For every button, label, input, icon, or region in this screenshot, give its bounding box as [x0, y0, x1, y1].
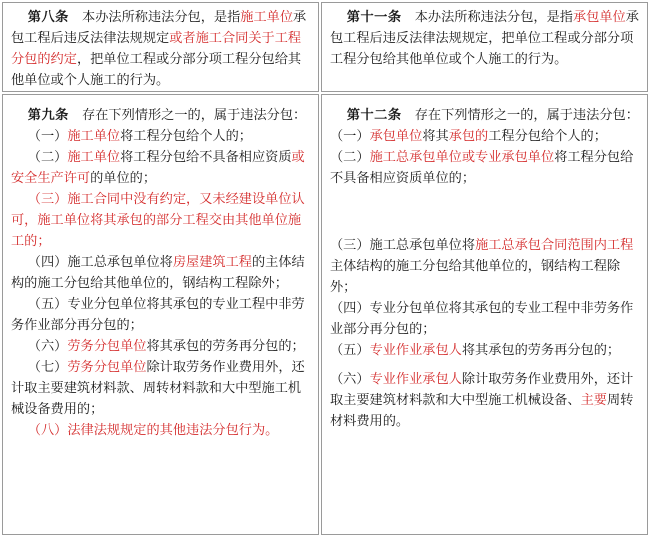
item-5: （五）专业作业承包人将其承包的劳务再分包的；: [330, 343, 621, 358]
item-6: （六）劳务分包单位将其承包的劳务再分包的；: [27, 339, 305, 354]
cell-article-12: [321, 94, 648, 535]
item-3: （三）施工总承包单位将施工总承包合同范围内工程主体结构的施工分包给其他单位的，钢结构工程除外；: [330, 238, 634, 295]
cell-article-11: [321, 2, 648, 92]
article-number: 第十一条: [346, 10, 402, 25]
item-2: （二）施工单位将工程分包给不具备相应资质或安全生产许可的单位的；: [11, 150, 305, 186]
item-3: （三）施工合同中没有约定，又未经建设单位认可，施工单位将其承包的部分工程交由其他单位施工的；: [11, 192, 305, 249]
article-8-text: 第八条 本办法所称违法分包，是指施工单位承包工程后违反法律法规规定或者施工合同关于工程分包的约定，把单位工程或分部分项工程分包给其他单位或个人施工的行为。: [11, 10, 307, 88]
item-1: （一）承包单位将其承包的工程分包给个人的；: [330, 129, 607, 144]
article-12-intro: 第十二条 存在下列情形之一的，属于违法分包：: [346, 108, 639, 123]
article-number: 第九条: [27, 108, 69, 123]
item-6: （六）专业作业承包人除计取劳务作业费用外，还计取主要建筑材料款和大中型施工机械设备、主要周转材料费用的。: [330, 372, 634, 429]
article-number: 第十二条: [346, 108, 402, 123]
article-9-intro: 第九条 存在下列情形之一的，属于违法分包：: [27, 108, 307, 123]
spacer: [330, 361, 639, 369]
spacer: [330, 189, 639, 235]
item-2: （二）施工总承包单位或专业承包单位将工程分包给不具备相应资质单位的；: [330, 150, 634, 186]
item-1: （一）施工单位将工程分包给个人的；: [27, 129, 252, 144]
item-7: （七）劳务分包单位除计取劳务作业费用外，还计取主要建筑材料款、周转材料款和大中型施工机械设备费用的；: [11, 360, 305, 417]
item-5: （五）专业分包单位将其承包的专业工程中非劳务作业部分再分包的；: [11, 297, 305, 333]
cell-article-9: [2, 94, 319, 535]
item-4: （四）专业分包单位将其承包的专业工程中非劳务作业部分再分包的；: [330, 301, 634, 337]
item-4: （四）施工总承包单位将房屋建筑工程的主体结构的施工分包给其他单位的，钢结构工程除外；: [11, 255, 305, 291]
article-number: 第八条: [27, 10, 69, 25]
cell-article-8: [2, 2, 319, 92]
item-8: （八）法律法规规定的其他违法分包行为。: [27, 423, 279, 438]
article-11-text: 第十一条 本办法所称违法分包，是指承包单位承包工程后违反法律法规规定，把单位工程或分部分项工程分包给其他单位或个人施工的行为。: [330, 10, 639, 67]
